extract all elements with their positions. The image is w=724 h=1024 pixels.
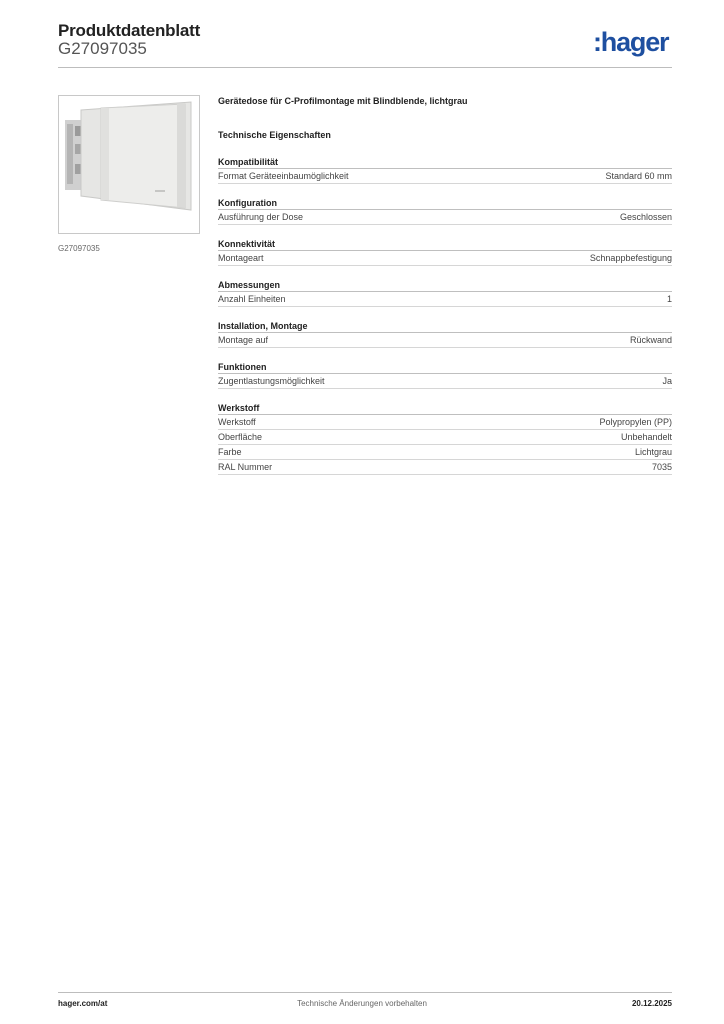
property-label: Farbe [218, 447, 242, 457]
property-row [218, 169, 672, 184]
footer-note: Technische Änderungen vorbehalten [297, 999, 427, 1008]
section-title: Funktionen [218, 361, 672, 374]
product-photo-enclosure-icon [59, 96, 199, 233]
property-value: Ja [662, 376, 672, 386]
property-value: Geschlossen [619, 212, 672, 222]
section-konfiguration [218, 197, 672, 225]
section-title: Kompatibilität [218, 156, 672, 169]
property-value: Standard 60 mm [605, 171, 672, 181]
property-value: Schnappbefestigung [589, 253, 672, 263]
property-row [218, 374, 672, 389]
property-row [218, 251, 672, 266]
footer-website-link[interactable]: hager.com/at [58, 999, 108, 1008]
section-installation-montage [218, 320, 672, 348]
property-row [218, 445, 672, 460]
property-label: RAL Nummer [218, 462, 273, 472]
property-row [218, 430, 672, 445]
property-label: Anzahl Einheiten [218, 294, 286, 304]
tech-properties-heading: Technische Eigenschaften [218, 130, 331, 140]
section-konnektivitaet [218, 238, 672, 266]
property-value: 1 [666, 294, 672, 304]
property-label: Montageart [218, 253, 264, 263]
property-row [218, 333, 672, 348]
page-title: Produktdatenblatt [58, 21, 201, 40]
property-label: Ausführung der Dose [218, 212, 304, 222]
hager-logo: :hager [593, 27, 669, 57]
section-title: Konnektivität [218, 238, 672, 251]
property-label: Werkstoff [218, 417, 256, 427]
property-row [218, 460, 672, 475]
property-value: Rückwand [629, 335, 672, 345]
section-title: Abmessungen [218, 279, 672, 292]
product-image [58, 95, 200, 234]
footer-date: 20.12.2025 [631, 999, 672, 1008]
property-label: Oberfläche [218, 432, 263, 442]
property-row [218, 210, 672, 225]
property-value: Lichtgrau [634, 447, 672, 457]
section-kompatibilitaet [218, 156, 672, 184]
section-title: Konfiguration [218, 197, 672, 210]
header-divider [58, 67, 672, 68]
property-value: Unbehandelt [620, 432, 672, 442]
property-row [218, 292, 672, 307]
image-caption: G27097035 [58, 244, 100, 253]
section-title: Installation, Montage [218, 320, 672, 333]
product-code: G27097035 [58, 39, 147, 58]
property-label: Montage auf [218, 335, 269, 345]
property-label: Format Geräteeinbaumöglichkeit [218, 171, 349, 181]
footer-divider [58, 992, 672, 993]
property-label: Zugentlastungsmöglichkeit [218, 376, 325, 386]
section-werkstoff [218, 402, 672, 475]
property-value: Polypropylen (PP) [599, 417, 672, 427]
section-title: Werkstoff [218, 402, 672, 415]
properties-table [218, 156, 672, 488]
product-title: Gerätedose für C-Profilmontage mit Blindblende, lichtgrau [218, 96, 468, 106]
section-abmessungen [218, 279, 672, 307]
property-value: 7035 [651, 462, 672, 472]
section-funktionen [218, 361, 672, 389]
property-row [218, 415, 672, 430]
